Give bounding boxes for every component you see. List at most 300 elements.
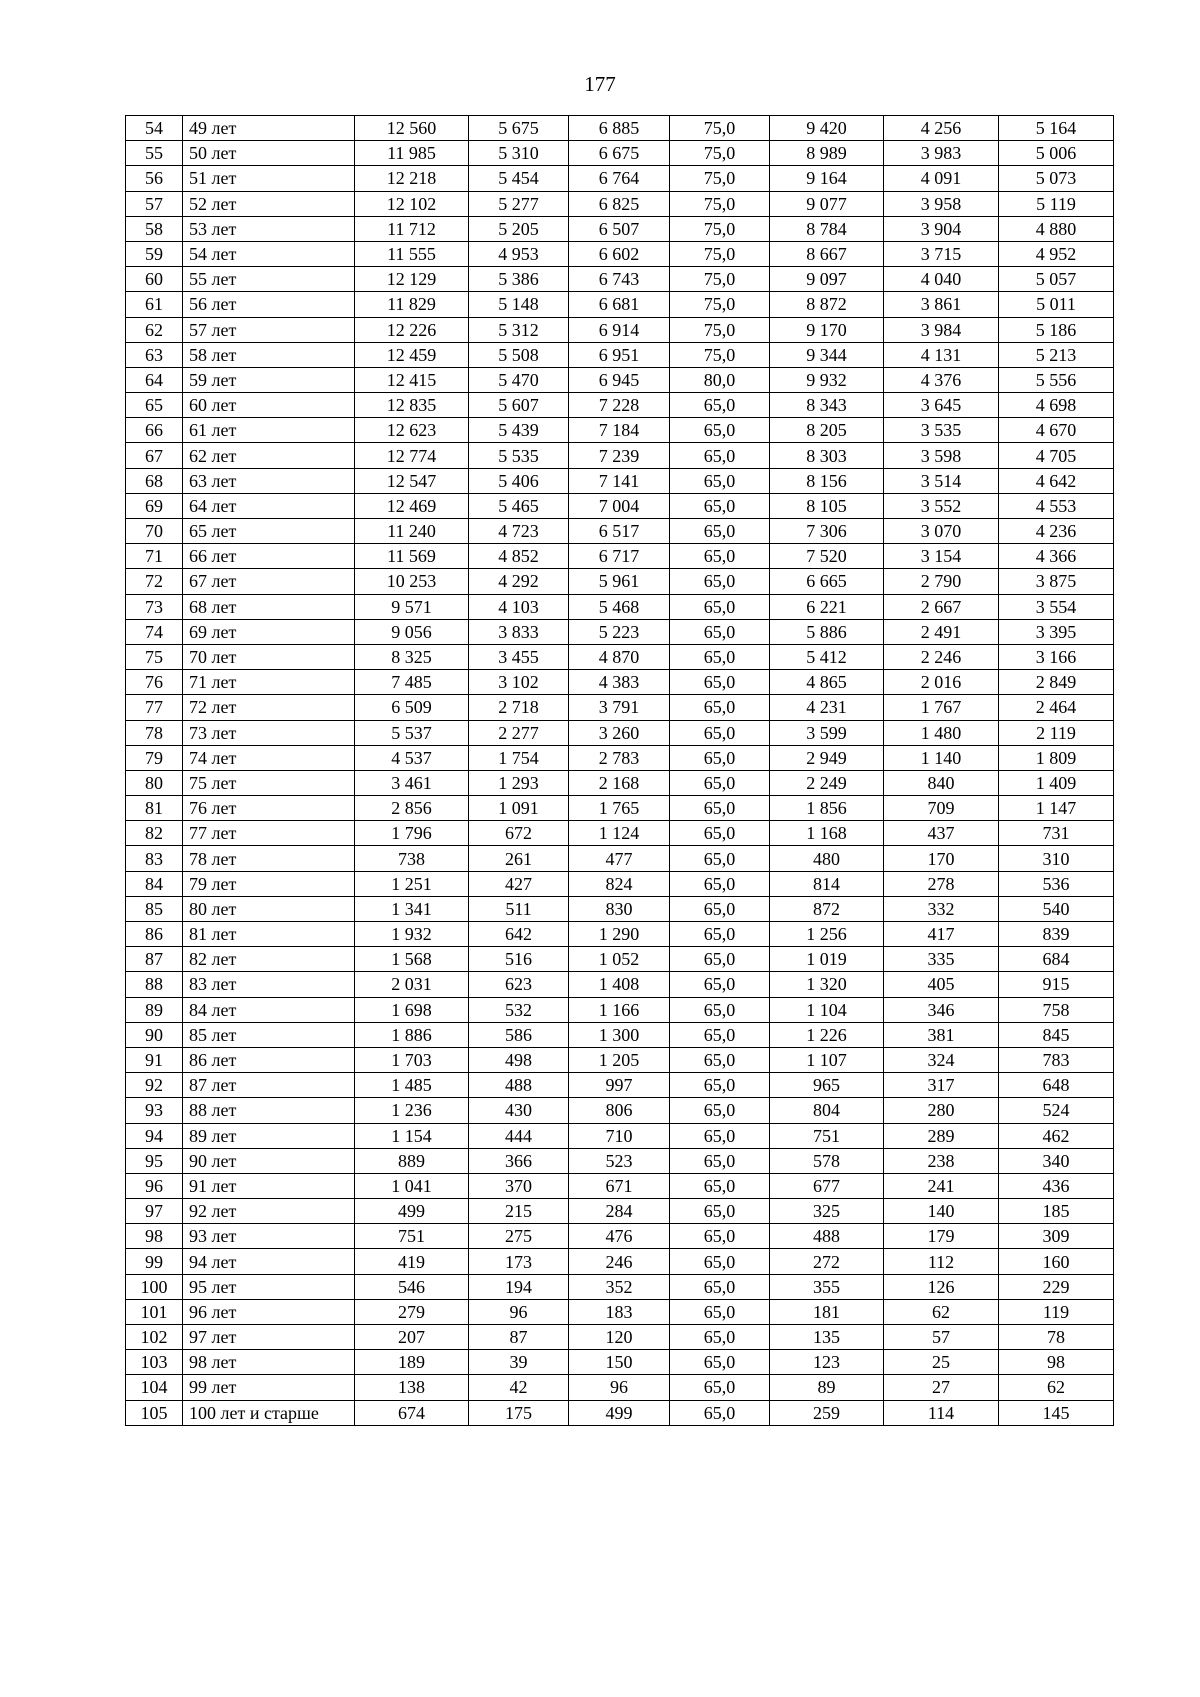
- value-cell: 4 376: [884, 367, 999, 392]
- value-cell: 1 226: [770, 1022, 884, 1047]
- value-cell: 3 983: [884, 141, 999, 166]
- value-cell: 5 535: [469, 443, 569, 468]
- table-row: [126, 292, 1114, 317]
- percent-cell: 65,0: [670, 1073, 770, 1098]
- value-cell: 4 852: [469, 544, 569, 569]
- row-number-cell: 103: [126, 1350, 183, 1375]
- value-cell: 4 103: [469, 594, 569, 619]
- value-cell: 4 880: [999, 216, 1114, 241]
- value-cell: 4 537: [355, 745, 469, 770]
- value-cell: 8 343: [770, 393, 884, 418]
- row-number-cell: 71: [126, 544, 183, 569]
- percent-cell: 65,0: [670, 493, 770, 518]
- percent-cell: 75,0: [670, 141, 770, 166]
- value-cell: 9 056: [355, 619, 469, 644]
- value-cell: 241: [884, 1173, 999, 1198]
- value-cell: 5 508: [469, 342, 569, 367]
- value-cell: 7 306: [770, 519, 884, 544]
- value-cell: 3 535: [884, 418, 999, 443]
- value-cell: 2 849: [999, 670, 1114, 695]
- table-row: [126, 519, 1114, 544]
- value-cell: 317: [884, 1073, 999, 1098]
- value-cell: 2 168: [569, 770, 670, 795]
- value-cell: 279: [355, 1299, 469, 1324]
- table-row: [126, 1199, 1114, 1224]
- row-number-cell: 95: [126, 1148, 183, 1173]
- value-cell: 6 914: [569, 317, 670, 342]
- percent-cell: 75,0: [670, 166, 770, 191]
- value-cell: 845: [999, 1022, 1114, 1047]
- age-group-cell: 70 лет: [183, 644, 355, 669]
- value-cell: 498: [469, 1047, 569, 1072]
- value-cell: 5 312: [469, 317, 569, 342]
- age-group-cell: 88 лет: [183, 1098, 355, 1123]
- row-number-cell: 104: [126, 1375, 183, 1400]
- value-cell: 2 667: [884, 594, 999, 619]
- row-number-cell: 88: [126, 972, 183, 997]
- table-row: [126, 871, 1114, 896]
- table-row: [126, 493, 1114, 518]
- value-cell: 12 102: [355, 191, 469, 216]
- value-cell: 366: [469, 1148, 569, 1173]
- value-cell: 3 598: [884, 443, 999, 468]
- value-cell: 12 835: [355, 393, 469, 418]
- value-cell: 112: [884, 1249, 999, 1274]
- value-cell: 965: [770, 1073, 884, 1098]
- percent-cell: 65,0: [670, 544, 770, 569]
- value-cell: 511: [469, 896, 569, 921]
- value-cell: 1 107: [770, 1047, 884, 1072]
- value-cell: 3 645: [884, 393, 999, 418]
- value-cell: 1 124: [569, 821, 670, 846]
- row-number-cell: 64: [126, 367, 183, 392]
- value-cell: 114: [884, 1400, 999, 1425]
- value-cell: 1 140: [884, 745, 999, 770]
- value-cell: 5 277: [469, 191, 569, 216]
- value-cell: 1 168: [770, 821, 884, 846]
- row-number-cell: 65: [126, 393, 183, 418]
- percent-cell: 65,0: [670, 972, 770, 997]
- value-cell: 476: [569, 1224, 670, 1249]
- value-cell: 9 932: [770, 367, 884, 392]
- value-cell: 488: [469, 1073, 569, 1098]
- value-cell: 280: [884, 1098, 999, 1123]
- value-cell: 5 386: [469, 267, 569, 292]
- value-cell: 3 875: [999, 569, 1114, 594]
- percent-cell: 65,0: [670, 443, 770, 468]
- table-row: [126, 821, 1114, 846]
- value-cell: 11 240: [355, 519, 469, 544]
- value-cell: 3 715: [884, 241, 999, 266]
- row-number-cell: 89: [126, 997, 183, 1022]
- value-cell: 8 156: [770, 468, 884, 493]
- value-cell: 840: [884, 770, 999, 795]
- value-cell: 3 514: [884, 468, 999, 493]
- value-cell: 10 253: [355, 569, 469, 594]
- value-cell: 709: [884, 796, 999, 821]
- value-cell: 915: [999, 972, 1114, 997]
- row-number-cell: 58: [126, 216, 183, 241]
- value-cell: 207: [355, 1325, 469, 1350]
- value-cell: 5 886: [770, 619, 884, 644]
- age-group-cell: 95 лет: [183, 1274, 355, 1299]
- value-cell: 310: [999, 846, 1114, 871]
- age-group-cell: 67 лет: [183, 569, 355, 594]
- percent-cell: 65,0: [670, 1173, 770, 1198]
- value-cell: 1 485: [355, 1073, 469, 1098]
- age-group-cell: 82 лет: [183, 947, 355, 972]
- value-cell: 1 765: [569, 796, 670, 821]
- row-number-cell: 94: [126, 1123, 183, 1148]
- percent-cell: 65,0: [670, 670, 770, 695]
- table-row: [126, 166, 1114, 191]
- value-cell: 405: [884, 972, 999, 997]
- value-cell: 540: [999, 896, 1114, 921]
- value-cell: 532: [469, 997, 569, 1022]
- value-cell: 1 205: [569, 1047, 670, 1072]
- table-row: [126, 972, 1114, 997]
- percent-cell: 65,0: [670, 1224, 770, 1249]
- value-cell: 11 555: [355, 241, 469, 266]
- age-group-cell: 91 лет: [183, 1173, 355, 1198]
- percent-cell: 65,0: [670, 519, 770, 544]
- value-cell: 523: [569, 1148, 670, 1173]
- value-cell: 437: [884, 821, 999, 846]
- value-cell: 436: [999, 1173, 1114, 1198]
- age-group-cell: 62 лет: [183, 443, 355, 468]
- value-cell: 189: [355, 1350, 469, 1375]
- table-row: [126, 367, 1114, 392]
- value-cell: 7 141: [569, 468, 670, 493]
- value-cell: 3 554: [999, 594, 1114, 619]
- age-group-cell: 60 лет: [183, 393, 355, 418]
- age-group-cell: 63 лет: [183, 468, 355, 493]
- value-cell: 872: [770, 896, 884, 921]
- value-cell: 430: [469, 1098, 569, 1123]
- value-cell: 417: [884, 922, 999, 947]
- value-cell: 229: [999, 1274, 1114, 1299]
- percent-cell: 65,0: [670, 418, 770, 443]
- value-cell: 1 091: [469, 796, 569, 821]
- value-cell: 325: [770, 1199, 884, 1224]
- percent-cell: 65,0: [670, 720, 770, 745]
- value-cell: 6 602: [569, 241, 670, 266]
- percent-cell: 65,0: [670, 468, 770, 493]
- value-cell: 6 517: [569, 519, 670, 544]
- value-cell: 140: [884, 1199, 999, 1224]
- percent-cell: 65,0: [670, 619, 770, 644]
- value-cell: 275: [469, 1224, 569, 1249]
- percent-cell: 75,0: [670, 342, 770, 367]
- age-group-cell: 94 лет: [183, 1249, 355, 1274]
- value-cell: 2 718: [469, 695, 569, 720]
- row-number-cell: 83: [126, 846, 183, 871]
- value-cell: 4 953: [469, 241, 569, 266]
- value-cell: 578: [770, 1148, 884, 1173]
- table-row: [126, 443, 1114, 468]
- value-cell: 4 723: [469, 519, 569, 544]
- value-cell: 12 469: [355, 493, 469, 518]
- value-cell: 1 166: [569, 997, 670, 1022]
- row-number-cell: 80: [126, 770, 183, 795]
- table-row: [126, 745, 1114, 770]
- value-cell: 677: [770, 1173, 884, 1198]
- table-row: [126, 796, 1114, 821]
- value-cell: 1 796: [355, 821, 469, 846]
- value-cell: 340: [999, 1148, 1114, 1173]
- age-group-cell: 97 лет: [183, 1325, 355, 1350]
- value-cell: 185: [999, 1199, 1114, 1224]
- value-cell: 5 006: [999, 141, 1114, 166]
- value-cell: 1 341: [355, 896, 469, 921]
- value-cell: 135: [770, 1325, 884, 1350]
- value-cell: 1 886: [355, 1022, 469, 1047]
- percent-cell: 65,0: [670, 1299, 770, 1324]
- value-cell: 5 205: [469, 216, 569, 241]
- value-cell: 370: [469, 1173, 569, 1198]
- value-cell: 96: [469, 1299, 569, 1324]
- percent-cell: 65,0: [670, 1047, 770, 1072]
- table-row: [126, 544, 1114, 569]
- table-row: [126, 594, 1114, 619]
- percent-cell: 65,0: [670, 594, 770, 619]
- value-cell: 278: [884, 871, 999, 896]
- table-body: [126, 116, 1114, 1426]
- value-cell: 4 865: [770, 670, 884, 695]
- age-group-cell: 78 лет: [183, 846, 355, 871]
- value-cell: 246: [569, 1249, 670, 1274]
- value-cell: 25: [884, 1350, 999, 1375]
- row-number-cell: 84: [126, 871, 183, 896]
- value-cell: 352: [569, 1274, 670, 1299]
- table-row: [126, 1123, 1114, 1148]
- table-row: [126, 1375, 1114, 1400]
- table-row: [126, 1299, 1114, 1324]
- value-cell: 4 870: [569, 644, 670, 669]
- value-cell: 2 491: [884, 619, 999, 644]
- percent-cell: 65,0: [670, 1022, 770, 1047]
- value-cell: 6 717: [569, 544, 670, 569]
- row-number-cell: 92: [126, 1073, 183, 1098]
- age-group-cell: 75 лет: [183, 770, 355, 795]
- value-cell: 8 205: [770, 418, 884, 443]
- table-row: [126, 393, 1114, 418]
- age-group-cell: 69 лет: [183, 619, 355, 644]
- percent-cell: 65,0: [670, 1098, 770, 1123]
- value-cell: 1 767: [884, 695, 999, 720]
- value-cell: 8 105: [770, 493, 884, 518]
- value-cell: 751: [355, 1224, 469, 1249]
- value-cell: 181: [770, 1299, 884, 1324]
- row-number-cell: 87: [126, 947, 183, 972]
- table-row: [126, 267, 1114, 292]
- value-cell: 738: [355, 846, 469, 871]
- value-cell: 9 097: [770, 267, 884, 292]
- value-cell: 3 154: [884, 544, 999, 569]
- value-cell: 4 383: [569, 670, 670, 695]
- value-cell: 1 052: [569, 947, 670, 972]
- value-cell: 4 705: [999, 443, 1114, 468]
- percent-cell: 65,0: [670, 1249, 770, 1274]
- value-cell: 6 743: [569, 267, 670, 292]
- value-cell: 7 239: [569, 443, 670, 468]
- value-cell: 2 246: [884, 644, 999, 669]
- table-row: [126, 1224, 1114, 1249]
- value-cell: 6 825: [569, 191, 670, 216]
- percent-cell: 65,0: [670, 1123, 770, 1148]
- row-number-cell: 76: [126, 670, 183, 695]
- value-cell: 183: [569, 1299, 670, 1324]
- value-cell: 3 070: [884, 519, 999, 544]
- table-row: [126, 342, 1114, 367]
- percent-cell: 75,0: [670, 116, 770, 141]
- value-cell: 62: [884, 1299, 999, 1324]
- value-cell: 7 184: [569, 418, 670, 443]
- age-group-cell: 52 лет: [183, 191, 355, 216]
- value-cell: 806: [569, 1098, 670, 1123]
- value-cell: 1 480: [884, 720, 999, 745]
- row-number-cell: 82: [126, 821, 183, 846]
- value-cell: 3 599: [770, 720, 884, 745]
- value-cell: 5 412: [770, 644, 884, 669]
- value-cell: 2 464: [999, 695, 1114, 720]
- percent-cell: 65,0: [670, 569, 770, 594]
- row-number-cell: 100: [126, 1274, 183, 1299]
- value-cell: 804: [770, 1098, 884, 1123]
- value-cell: 3 455: [469, 644, 569, 669]
- percent-cell: 65,0: [670, 1375, 770, 1400]
- age-group-cell: 96 лет: [183, 1299, 355, 1324]
- value-cell: 758: [999, 997, 1114, 1022]
- value-cell: 6 951: [569, 342, 670, 367]
- value-cell: 6 945: [569, 367, 670, 392]
- value-cell: 5 470: [469, 367, 569, 392]
- row-number-cell: 57: [126, 191, 183, 216]
- value-cell: 1 236: [355, 1098, 469, 1123]
- row-number-cell: 73: [126, 594, 183, 619]
- value-cell: 123: [770, 1350, 884, 1375]
- value-cell: 261: [469, 846, 569, 871]
- value-cell: 179: [884, 1224, 999, 1249]
- percent-cell: 75,0: [670, 267, 770, 292]
- value-cell: 814: [770, 871, 884, 896]
- value-cell: 4 642: [999, 468, 1114, 493]
- value-cell: 462: [999, 1123, 1114, 1148]
- value-cell: 335: [884, 947, 999, 972]
- row-number-cell: 75: [126, 644, 183, 669]
- age-group-cell: 74 лет: [183, 745, 355, 770]
- row-number-cell: 72: [126, 569, 183, 594]
- value-cell: 710: [569, 1123, 670, 1148]
- row-number-cell: 78: [126, 720, 183, 745]
- percent-cell: 65,0: [670, 997, 770, 1022]
- age-group-cell: 54 лет: [183, 241, 355, 266]
- value-cell: 98: [999, 1350, 1114, 1375]
- value-cell: 648: [999, 1073, 1114, 1098]
- value-cell: 623: [469, 972, 569, 997]
- value-cell: 684: [999, 947, 1114, 972]
- value-cell: 120: [569, 1325, 670, 1350]
- age-group-cell: 72 лет: [183, 695, 355, 720]
- percent-cell: 65,0: [670, 695, 770, 720]
- age-group-cell: 53 лет: [183, 216, 355, 241]
- table-row: [126, 997, 1114, 1022]
- value-cell: 3 260: [569, 720, 670, 745]
- value-cell: 9 420: [770, 116, 884, 141]
- row-number-cell: 70: [126, 519, 183, 544]
- value-cell: 8 872: [770, 292, 884, 317]
- percent-cell: 75,0: [670, 317, 770, 342]
- value-cell: 5 961: [569, 569, 670, 594]
- percent-cell: 80,0: [670, 367, 770, 392]
- value-cell: 9 077: [770, 191, 884, 216]
- value-cell: 5 057: [999, 267, 1114, 292]
- value-cell: 5 675: [469, 116, 569, 141]
- percent-cell: 65,0: [670, 770, 770, 795]
- value-cell: 499: [355, 1199, 469, 1224]
- value-cell: 830: [569, 896, 670, 921]
- value-cell: 3 461: [355, 770, 469, 795]
- value-cell: 5 439: [469, 418, 569, 443]
- value-cell: 9 164: [770, 166, 884, 191]
- value-cell: 751: [770, 1123, 884, 1148]
- value-cell: 126: [884, 1274, 999, 1299]
- value-cell: 1 019: [770, 947, 884, 972]
- value-cell: 6 507: [569, 216, 670, 241]
- value-cell: 488: [770, 1224, 884, 1249]
- value-cell: 119: [999, 1299, 1114, 1324]
- value-cell: 524: [999, 1098, 1114, 1123]
- value-cell: 2 790: [884, 569, 999, 594]
- value-cell: 4 256: [884, 116, 999, 141]
- table-row: [126, 116, 1114, 141]
- row-number-cell: 66: [126, 418, 183, 443]
- table-row: [126, 670, 1114, 695]
- row-number-cell: 91: [126, 1047, 183, 1072]
- value-cell: 480: [770, 846, 884, 871]
- value-cell: 1 300: [569, 1022, 670, 1047]
- age-group-cell: 51 лет: [183, 166, 355, 191]
- table-row: [126, 241, 1114, 266]
- value-cell: 1 932: [355, 922, 469, 947]
- age-group-cell: 65 лет: [183, 519, 355, 544]
- age-group-cell: 76 лет: [183, 796, 355, 821]
- value-cell: 6 675: [569, 141, 670, 166]
- table-row: [126, 695, 1114, 720]
- value-cell: 1 408: [569, 972, 670, 997]
- value-cell: 7 485: [355, 670, 469, 695]
- value-cell: 12 774: [355, 443, 469, 468]
- value-cell: 3 552: [884, 493, 999, 518]
- value-cell: 4 553: [999, 493, 1114, 518]
- row-number-cell: 81: [126, 796, 183, 821]
- value-cell: 4 292: [469, 569, 569, 594]
- value-cell: 5 213: [999, 342, 1114, 367]
- age-group-cell: 99 лет: [183, 1375, 355, 1400]
- percent-cell: 65,0: [670, 1199, 770, 1224]
- row-number-cell: 105: [126, 1400, 183, 1425]
- table-row: [126, 216, 1114, 241]
- percent-cell: 65,0: [670, 1350, 770, 1375]
- value-cell: 1 251: [355, 871, 469, 896]
- value-cell: 2 856: [355, 796, 469, 821]
- value-cell: 5 223: [569, 619, 670, 644]
- age-group-cell: 71 лет: [183, 670, 355, 695]
- row-number-cell: 63: [126, 342, 183, 367]
- value-cell: 6 885: [569, 116, 670, 141]
- value-cell: 8 303: [770, 443, 884, 468]
- value-cell: 2 949: [770, 745, 884, 770]
